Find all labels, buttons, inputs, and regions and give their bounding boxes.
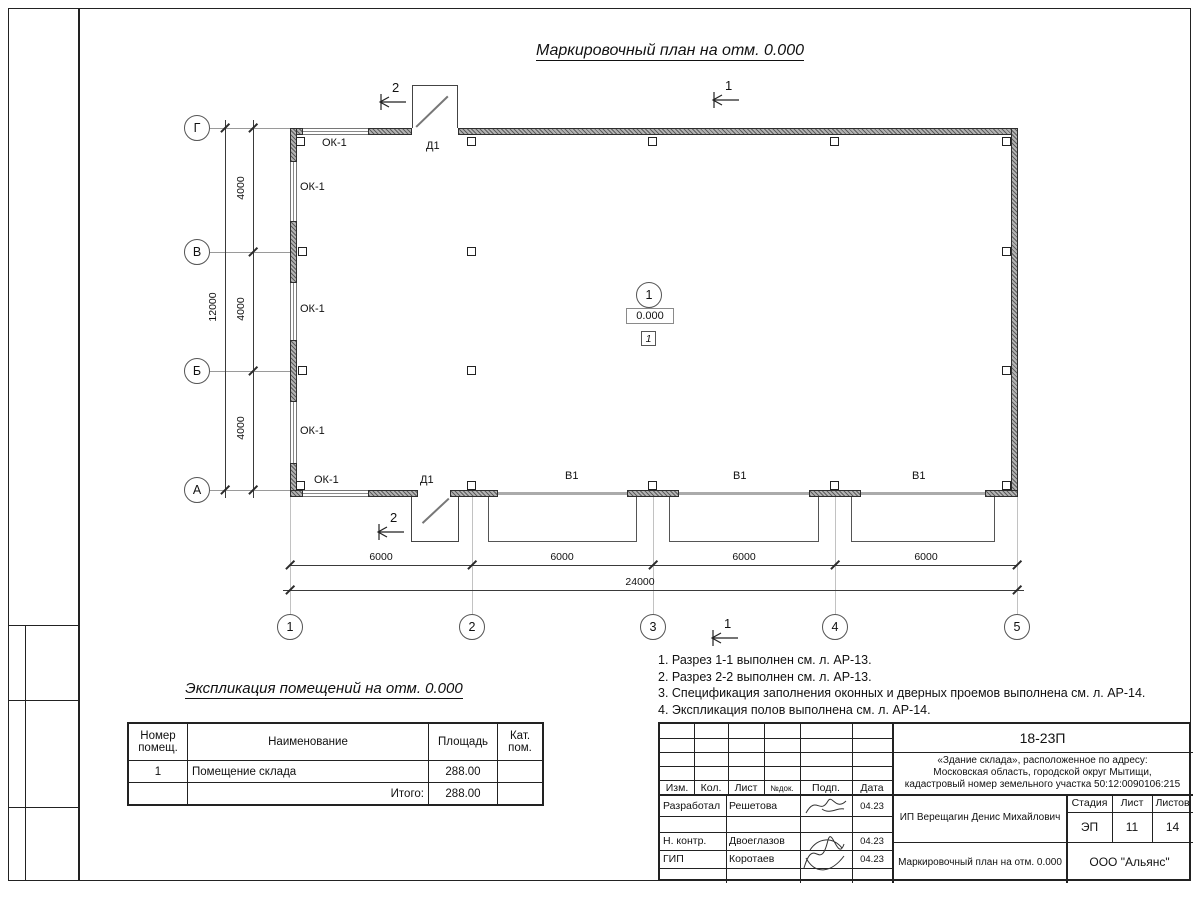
door-label: Д1 (420, 474, 434, 486)
axis-line-2 (472, 497, 473, 614)
axis-number: 5 (1013, 620, 1021, 634)
wall-bottom-pier3 (627, 490, 679, 497)
axis-number: 4 (831, 620, 839, 634)
gate-label: В1 (733, 470, 747, 482)
list-label: Лист (1120, 797, 1144, 809)
section-arrow-icon (374, 90, 408, 110)
window-left-1 (290, 162, 297, 221)
tb-line (660, 832, 892, 833)
title-block (658, 722, 1191, 881)
window-label: ОК-1 (300, 303, 325, 315)
axis-letter: А (192, 483, 202, 497)
margin-box-line (8, 700, 78, 701)
axis-circle-v (184, 239, 210, 265)
axis-circle-g (184, 115, 210, 141)
room-category-cell (498, 761, 544, 783)
client-name: ИП Верещагин Денис Михайлович (899, 812, 1061, 823)
column (298, 366, 307, 375)
col-header-number: Номер помещ. (128, 723, 188, 761)
tb-line (726, 794, 727, 883)
object-address-line3: кадастровый номер земельного участка 50:12:0090106:215 (904, 779, 1181, 790)
col-header-category: Кат. пом. (498, 723, 544, 761)
doc-number: 18-23П (1019, 730, 1066, 746)
axis-circle-1 (277, 614, 303, 640)
room-number-cell: 1 (128, 761, 188, 783)
gate-apron-2 (669, 497, 819, 542)
note-line: 4. Экспликация полов выполнена см. л. АР-14. (658, 702, 931, 717)
signature-icon (798, 828, 850, 878)
gate-apron-3 (851, 497, 995, 542)
column (1002, 137, 1011, 146)
dim-line-vertical-inner (253, 120, 254, 498)
column (830, 481, 839, 490)
axis-circle-4 (822, 614, 848, 640)
axis-circle-3 (640, 614, 666, 640)
window-label: ОК-1 (322, 137, 347, 149)
total-label-cell: Итого: (188, 783, 429, 806)
col-doc: №док. (770, 784, 794, 793)
elevation-marker (626, 308, 674, 324)
notes-block (658, 652, 1145, 718)
axis-line-5 (1017, 497, 1018, 614)
object-address-line1: «Здание склада», расположенное по адресу: (937, 755, 1148, 766)
tb-line (892, 724, 894, 883)
section-2-number: 2 (392, 80, 400, 95)
section-1-number: 1 (724, 616, 732, 631)
wall-top-long (458, 128, 1018, 135)
empty-cell (128, 783, 188, 806)
row2-role: Н. контр. (663, 835, 707, 847)
axis-circle-b (184, 358, 210, 384)
wall-bottom-pier4 (809, 490, 861, 497)
room-number: 1 (645, 288, 653, 302)
listov-label: Листов (1155, 797, 1190, 809)
axis-circle-5 (1004, 614, 1030, 640)
entrance-vestibule-bottom (411, 497, 459, 542)
note-line: 1. Разрез 1-1 выполнен см. л. АР-13. (658, 653, 872, 667)
stage-label: Стадия (1071, 797, 1108, 809)
total-area-cell: 288.00 (429, 783, 498, 806)
row3-date: 04.23 (860, 854, 884, 865)
column (467, 137, 476, 146)
tb-line (892, 794, 1193, 796)
tb-line (660, 794, 892, 796)
sheets-total: 14 (1165, 820, 1180, 834)
dim-value: 4000 (235, 416, 247, 440)
section-1-number: 1 (725, 78, 733, 93)
axis-circle-2 (459, 614, 485, 640)
axis-line-1 (290, 497, 291, 614)
wall-top-seg (368, 128, 412, 135)
wall-bottom-seg1 (368, 490, 418, 497)
note-line: 2. Разрез 2-2 выполнен см. л. АР-13. (658, 669, 872, 684)
col-data: Дата (860, 782, 884, 794)
axis-letter: Г (193, 121, 201, 135)
column (467, 366, 476, 375)
gate-apron-1 (488, 497, 637, 542)
organization-name: ООО "Альянс" (1089, 855, 1170, 869)
room-area-cell: 288.00 (429, 761, 498, 783)
sheet-name: Маркировочный план на отм. 0.000 (898, 857, 1062, 868)
tb-line (892, 752, 1193, 753)
axis-line-3 (653, 497, 654, 614)
drawing-title: Маркировочный план на отм. 0.000 (535, 42, 804, 59)
column (296, 137, 305, 146)
column (467, 247, 476, 256)
table-header-row (128, 723, 543, 761)
dim-value: 4000 (235, 297, 247, 321)
note-line: 3. Спецификация заполнения оконных и дверных проемов выполнена см. л. АР-14. (658, 686, 1146, 700)
frame-left-margin-line (78, 8, 80, 881)
wall-bottom-corner (290, 490, 303, 497)
window-bottom (303, 490, 368, 497)
axis-line-4 (835, 497, 836, 614)
section-arrow-icon (372, 520, 406, 540)
axis-circle-a (184, 477, 210, 503)
column (1002, 481, 1011, 490)
dim-value: 6000 (914, 551, 938, 563)
column (1002, 366, 1011, 375)
col-list: Лист (734, 782, 758, 794)
wall-bottom-pier2 (450, 490, 498, 497)
col-izm: Изм. (665, 782, 689, 794)
window-label: ОК-1 (314, 474, 339, 486)
window-label: ОК-1 (300, 425, 325, 437)
margin-box-line (25, 625, 26, 881)
wall-left-seg2 (290, 340, 297, 402)
wall-right (1011, 128, 1018, 497)
column (648, 481, 657, 490)
column (467, 481, 476, 490)
axis-letter: Б (192, 364, 202, 378)
row1-date: 04.23 (860, 801, 884, 812)
dim-value: 6000 (369, 551, 393, 563)
row2-name: Двоеглазов (729, 835, 785, 847)
gate-label: В1 (565, 470, 579, 482)
sheet-number: 11 (1125, 820, 1139, 834)
room-name-cell: Помещение склада (188, 761, 429, 783)
explication-title: Экспликация помещений на отм. 0.000 (185, 680, 463, 697)
row2-date: 04.23 (860, 836, 884, 847)
dim-line-horizontal-outer (283, 590, 1024, 591)
dim-value: 4000 (235, 176, 247, 200)
window-label: ОК-1 (300, 181, 325, 193)
col-kol: Кол. (700, 782, 722, 794)
row3-role: ГИП (663, 853, 684, 865)
section-arrow-icon (707, 88, 741, 108)
column (830, 137, 839, 146)
stage-value: ЭП (1080, 820, 1099, 834)
col-podp: Подп. (812, 782, 840, 794)
floor-type-marker (641, 331, 656, 346)
margin-box-line (8, 807, 78, 808)
row1-role: Разработал (663, 800, 721, 812)
empty-cell (498, 783, 544, 806)
column (298, 247, 307, 256)
column (1002, 247, 1011, 256)
section-arrow-icon (706, 626, 740, 646)
column (648, 137, 657, 146)
dim-total-value: 12000 (207, 292, 219, 322)
margin-box-line (8, 625, 78, 626)
tb-line (1066, 812, 1193, 813)
window-left-2 (290, 283, 297, 340)
elevation-value: 0.000 (636, 310, 664, 322)
row1-name: Решетова (729, 800, 778, 812)
tb-line (892, 842, 1193, 843)
explication-table (127, 722, 544, 806)
floor-type-value: 1 (645, 332, 652, 345)
col-header-area: Площадь (429, 723, 498, 761)
dim-line-vertical-outer (225, 120, 226, 498)
axis-letter: В (192, 245, 202, 259)
signature-icon (802, 795, 850, 817)
dim-value: 6000 (732, 551, 756, 563)
gate-opening-1 (498, 492, 627, 495)
section-2-number: 2 (390, 510, 398, 525)
tb-line (660, 868, 892, 869)
wall-bottom-corner-right (985, 490, 1018, 497)
door-label: Д1 (426, 140, 440, 152)
window-top (303, 128, 368, 135)
dim-total-value: 24000 (625, 576, 655, 588)
gate-opening-2 (679, 492, 809, 495)
window-left-3 (290, 402, 297, 463)
table-total-row (128, 783, 543, 806)
table-row (128, 761, 543, 783)
axis-number: 1 (286, 620, 294, 634)
col-header-name: Наименование (188, 723, 429, 761)
gate-label: В1 (912, 470, 926, 482)
axis-number: 3 (649, 620, 657, 634)
row3-name: Коротаев (729, 853, 775, 865)
column (296, 481, 305, 490)
wall-left-seg1 (290, 221, 297, 283)
axis-number: 2 (468, 620, 476, 634)
gate-opening-3 (861, 492, 985, 495)
room-number-marker (636, 282, 662, 308)
dim-value: 6000 (550, 551, 574, 563)
object-address-line2: Московская область, городской округ Мытищи, (933, 767, 1152, 778)
tb-line (660, 850, 892, 851)
tb-line (660, 816, 892, 817)
